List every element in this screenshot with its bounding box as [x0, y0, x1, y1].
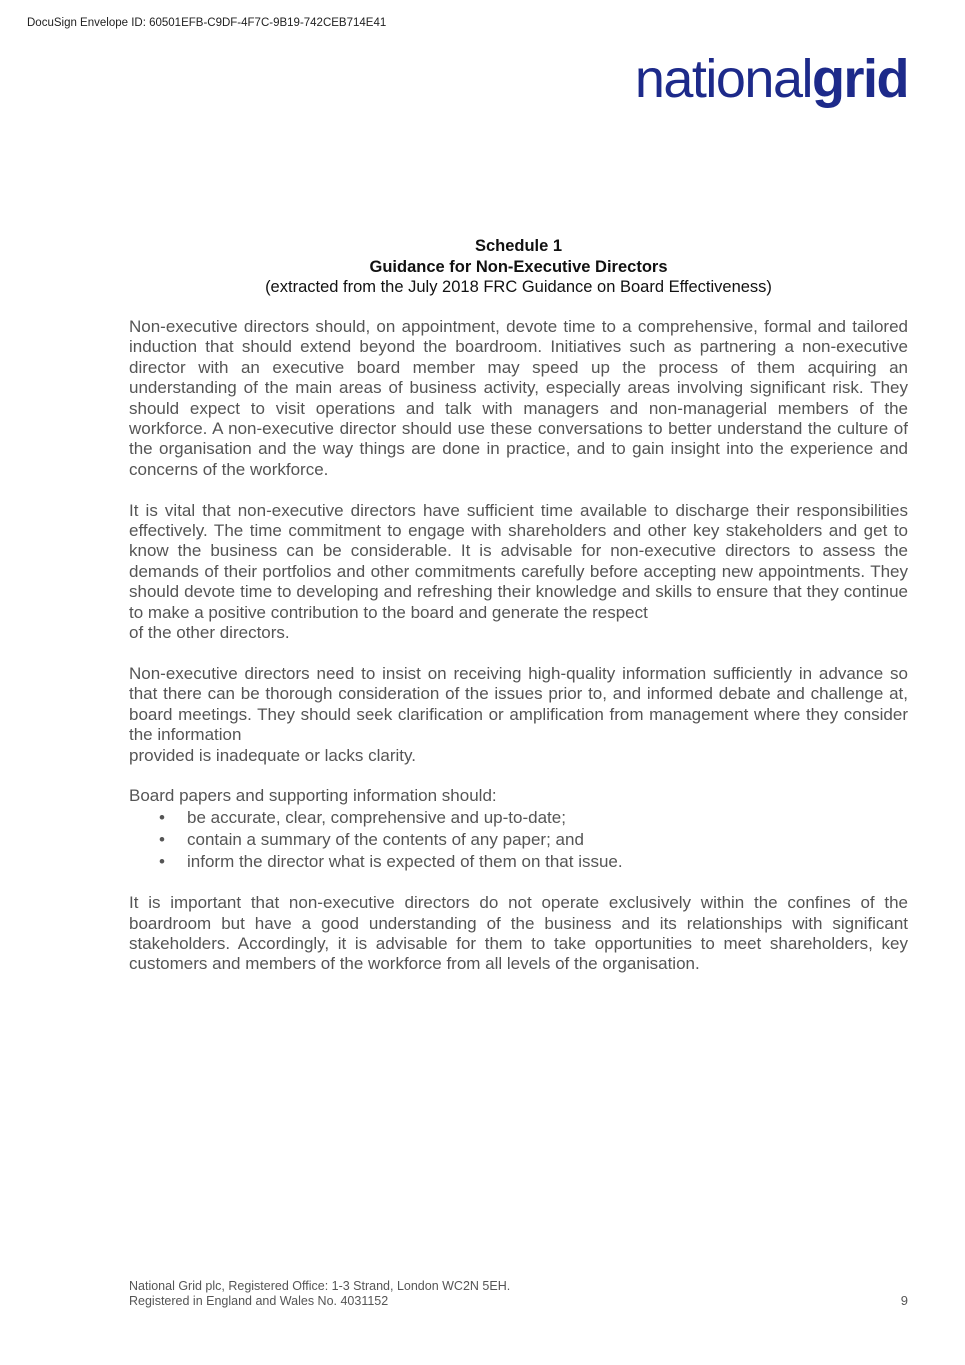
logo-bold: grid [812, 49, 908, 109]
list-item: • inform the director what is expected of them on that issue. [129, 851, 908, 873]
footer [129, 1279, 510, 1309]
footer-registered-office: National Grid plc, Registered Office: 1-3 Strand, London WC2N 5EH. [129, 1279, 511, 1293]
schedule-heading [129, 236, 908, 298]
paragraph-text: of the other directors. [129, 623, 290, 643]
schedule-source-note: (extracted from the July 2018 FRC Guidance on Board Effectiveness) [265, 278, 772, 296]
schedule-title: Schedule 1 [474, 237, 563, 255]
board-papers-list [129, 807, 908, 873]
paragraph-text: provided is inadequate or lacks clarity. [129, 745, 416, 765]
paragraph-information [129, 664, 908, 766]
paragraph-induction [129, 317, 908, 480]
board-papers-section [129, 786, 908, 872]
paragraph-stakeholders [129, 893, 908, 975]
logo-light: national [634, 49, 812, 109]
list-item: • be accurate, clear, comprehensive and up-to-date; [129, 807, 908, 829]
board-papers-intro: Board papers and supporting information should: [129, 786, 497, 806]
paragraph-text: It is important that non-executive directors do not operate exclusively within the confines of the boardroom but have a good understanding of the business and its relationships with significant stakeholders. Accordingly, it is advisable for them to take opportunities to meet shareholders, key customers and members of the workforce from all levels of the organisation. [129, 893, 908, 974]
footer-registration: Registered in England and Wales No. 4031152 [129, 1294, 389, 1308]
page-number: 9 [900, 1293, 908, 1308]
paragraph-text: It is vital that non-executive directors have sufficient time available to discharge their responsibilities effectively. The time commitment to engage with shareholders and other key stakeholders and get to know the business can be considerable. It is advisable for non-executive directors to assess the demands of their portfolios and other commitments carefully before accepting new appointments. They should devote time to developing and refreshing their knowledge and skills to ensure that they continue to make a positive contribution to the board and generate the respect [129, 500, 908, 622]
national-grid-logo [634, 49, 908, 109]
schedule-subtitle: Guidance for Non-Executive Directors [369, 257, 668, 276]
paragraph-text: Non-executive directors should, on appointment, devote time to a comprehensive, formal and tailored induction that should extend beyond the boardroom. Initiatives such as partnering a non-executive director with an executive board member may speed up the process of them acquiring an understanding of the main areas of business activity, especially areas involving significant risk. They should expect to visit operations and talk with managers and non-managerial members of the workforce. A non-executive director should use these conversations to better understand the culture of the organisation and the way things are done in practice, and to gain insight into the experience and concerns of the workforce. [129, 317, 908, 479]
list-item: • contain a summary of the contents of any paper; and [129, 829, 908, 851]
document-body [129, 317, 908, 995]
paragraph-text: Non-executive directors need to insist on receiving high-quality information sufficiently in advance so that there can be thorough consideration of the issues prior to, and informed debate and challenge at, board meetings. They should seek clarification or amplification from management where they consider the information [129, 663, 908, 745]
paragraph-time-commitment [129, 501, 908, 644]
docusign-envelope-id: DocuSign Envelope ID: 60501EFB-C9DF-4F7C-9B19-742CEB714E41 [27, 17, 387, 29]
